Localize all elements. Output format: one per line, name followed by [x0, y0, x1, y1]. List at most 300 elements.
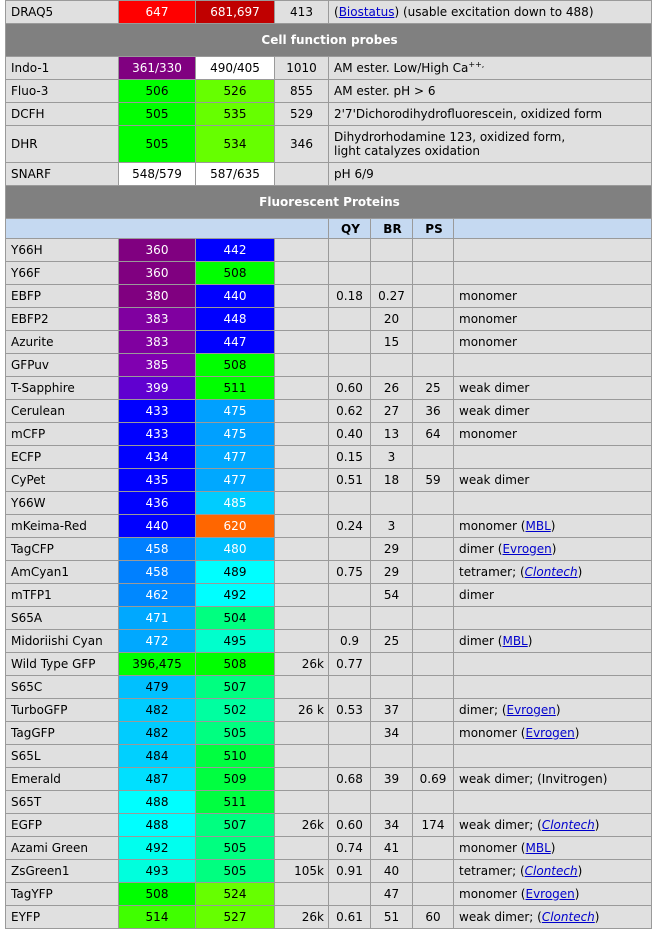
table-row	[6, 262, 652, 285]
mw-cell: 346	[275, 126, 329, 163]
br-cell	[371, 745, 413, 768]
qy-cell	[329, 308, 371, 331]
mw-cell	[275, 722, 329, 745]
mw-cell	[275, 883, 329, 906]
table-row	[6, 584, 652, 607]
excitation-cell: 479	[119, 676, 196, 699]
emission-cell: 509	[196, 768, 275, 791]
protein-name: EBFP2	[6, 308, 119, 331]
emission-cell: 507	[196, 814, 275, 837]
protein-name: TagCFP	[6, 538, 119, 561]
emission-cell: 681,697	[196, 1, 275, 24]
emission-cell: 490/405	[196, 57, 275, 80]
excitation-cell: 380	[119, 285, 196, 308]
note-text: monomer	[459, 726, 517, 740]
protein-name: Y66W	[6, 492, 119, 515]
supplier-link[interactable]: Clontech	[524, 864, 578, 878]
ps-cell	[413, 607, 454, 630]
qy-cell	[329, 607, 371, 630]
excitation-cell: 505	[119, 103, 196, 126]
note-cell	[454, 354, 652, 377]
note-text: dimer	[459, 588, 494, 602]
emission-cell: 508	[196, 653, 275, 676]
emission-cell: 448	[196, 308, 275, 331]
protein-name: Azami Green	[6, 837, 119, 860]
excitation-cell: 482	[119, 699, 196, 722]
ps-cell	[413, 584, 454, 607]
emission-cell: 504	[196, 607, 275, 630]
ps-cell: 0.69	[413, 768, 454, 791]
ps-cell	[413, 492, 454, 515]
br-cell: 54	[371, 584, 413, 607]
note-cell	[454, 423, 652, 446]
note-text: monomer	[459, 335, 517, 349]
qy-cell: 0.62	[329, 400, 371, 423]
note-text: tetramer;	[459, 864, 517, 878]
mw-cell	[275, 354, 329, 377]
ps-cell	[413, 331, 454, 354]
mw-cell	[275, 561, 329, 584]
note-cell	[329, 126, 652, 163]
br-cell	[371, 354, 413, 377]
emission-cell: 492	[196, 584, 275, 607]
section-header-fluorescent-proteins	[6, 186, 652, 219]
excitation-cell: 434	[119, 446, 196, 469]
excitation-cell: 471	[119, 607, 196, 630]
protein-name: Y66H	[6, 239, 119, 262]
probe-name: Indo-1	[6, 57, 119, 80]
protein-name: ZsGreen1	[6, 860, 119, 883]
table-row	[6, 722, 652, 745]
br-cell: 26	[371, 377, 413, 400]
column-header-row	[6, 219, 652, 239]
emission-cell: 508	[196, 354, 275, 377]
note-cell	[329, 103, 652, 126]
table-row	[6, 630, 652, 653]
emission-cell: 442	[196, 239, 275, 262]
qy-cell	[329, 883, 371, 906]
table-row	[6, 883, 652, 906]
ps-cell	[413, 791, 454, 814]
mw-cell: 26k	[275, 814, 329, 837]
excitation-cell: 484	[119, 745, 196, 768]
note-cell	[329, 80, 652, 103]
br-cell: 15	[371, 331, 413, 354]
supplier-link[interactable]: MBL	[502, 634, 528, 648]
ps-cell	[413, 239, 454, 262]
note-text: weak dimer; (Invitrogen)	[459, 772, 608, 786]
ps-cell	[413, 653, 454, 676]
qy-cell: 0.15	[329, 446, 371, 469]
note-cell: monomer (MBL)	[454, 837, 652, 860]
probe-name: DHR	[6, 126, 119, 163]
table-row-snarf	[6, 163, 652, 186]
mw-cell	[275, 791, 329, 814]
qy-cell: 0.91	[329, 860, 371, 883]
excitation-cell: 508	[119, 883, 196, 906]
table-row	[6, 860, 652, 883]
note-cell	[454, 308, 652, 331]
excitation-cell: 440	[119, 515, 196, 538]
section-header-cell-function	[6, 24, 652, 57]
note-cell: dimer (MBL)	[454, 630, 652, 653]
mw-cell: 413	[275, 1, 329, 24]
br-cell: 25	[371, 630, 413, 653]
protein-name: CyPet	[6, 469, 119, 492]
emission-cell: 502	[196, 699, 275, 722]
table-row	[6, 423, 652, 446]
protein-name: S65L	[6, 745, 119, 768]
emission-cell: 480	[196, 538, 275, 561]
emission-cell: 620	[196, 515, 275, 538]
ps-cell	[413, 883, 454, 906]
table-row	[6, 469, 652, 492]
br-cell: 47	[371, 883, 413, 906]
table-row	[6, 515, 652, 538]
header-br: BR	[371, 219, 413, 239]
table-row	[6, 607, 652, 630]
excitation-cell: 360	[119, 262, 196, 285]
ps-cell	[413, 515, 454, 538]
qy-cell: 0.40	[329, 423, 371, 446]
biostatus-link[interactable]: Biostatus	[338, 5, 395, 19]
note-text: AM ester. Low/High Ca	[334, 61, 469, 75]
protein-name: Y66F	[6, 262, 119, 285]
qy-cell: 0.51	[329, 469, 371, 492]
table-row	[6, 103, 652, 126]
qy-cell	[329, 239, 371, 262]
note-cell	[454, 791, 652, 814]
mw-cell: 1010	[275, 57, 329, 80]
note-text: 2'7'Dichorodihydrofluorescein, oxidized form	[334, 107, 603, 121]
mw-cell	[275, 400, 329, 423]
br-cell: 34	[371, 814, 413, 837]
note-text: monomer	[459, 887, 517, 901]
note-text: monomer	[459, 519, 517, 533]
table-row	[6, 814, 652, 837]
mw-cell	[275, 837, 329, 860]
probe-name: SNARF	[6, 163, 119, 186]
br-cell: 0.27	[371, 285, 413, 308]
note-cell	[454, 492, 652, 515]
supplier-link[interactable]: Clontech	[541, 818, 595, 832]
emission-cell: 534	[196, 126, 275, 163]
mw-cell	[275, 584, 329, 607]
note-text: weak dimer;	[459, 818, 534, 832]
emission-cell: 524	[196, 883, 275, 906]
mw-cell	[275, 377, 329, 400]
qy-cell: 0.24	[329, 515, 371, 538]
mw-cell	[275, 538, 329, 561]
probe-name: DCFH	[6, 103, 119, 126]
probe-name: Fluo-3	[6, 80, 119, 103]
protein-name: TagYFP	[6, 883, 119, 906]
excitation-cell: 488	[119, 814, 196, 837]
supplier-link[interactable]: MBL	[525, 519, 551, 533]
excitation-cell: 458	[119, 561, 196, 584]
protein-name: ECFP	[6, 446, 119, 469]
header-ps: PS	[413, 219, 454, 239]
ps-cell	[413, 354, 454, 377]
qy-cell	[329, 331, 371, 354]
note-text: monomer	[459, 841, 517, 855]
emission-cell: 475	[196, 423, 275, 446]
emission-cell: 475	[196, 400, 275, 423]
qy-cell	[329, 262, 371, 285]
excitation-cell: 385	[119, 354, 196, 377]
protein-name: TurboGFP	[6, 699, 119, 722]
note-cell: monomer (MBL)	[454, 515, 652, 538]
mw-cell	[275, 262, 329, 285]
emission-cell: 485	[196, 492, 275, 515]
br-cell: 41	[371, 837, 413, 860]
qy-cell: 0.77	[329, 653, 371, 676]
supplier-link[interactable]: Evrogen	[502, 542, 552, 556]
note-cell: dimer; (Evrogen)	[454, 699, 652, 722]
probe-name: DRAQ5	[6, 1, 119, 24]
table-row	[6, 446, 652, 469]
ps-cell	[413, 722, 454, 745]
supplier-link[interactable]: Evrogen	[506, 703, 556, 717]
qy-cell: 0.18	[329, 285, 371, 308]
qy-cell: 0.60	[329, 377, 371, 400]
protein-name: EGFP	[6, 814, 119, 837]
qy-cell	[329, 584, 371, 607]
ps-cell	[413, 308, 454, 331]
supplier-link[interactable]: Clontech	[541, 910, 595, 924]
table-row	[6, 80, 652, 103]
note-text: dimer;	[459, 703, 498, 717]
mw-cell	[275, 308, 329, 331]
note-cell	[454, 400, 652, 423]
emission-cell: 510	[196, 745, 275, 768]
protein-name: Emerald	[6, 768, 119, 791]
emission-cell: 527	[196, 906, 275, 929]
emission-cell: 587/635	[196, 163, 275, 186]
br-cell	[371, 653, 413, 676]
mw-cell: 855	[275, 80, 329, 103]
br-cell: 34	[371, 722, 413, 745]
mw-cell: 26k	[275, 653, 329, 676]
br-cell: 27	[371, 400, 413, 423]
ps-cell: 60	[413, 906, 454, 929]
table-row	[6, 837, 652, 860]
note-cell	[454, 262, 652, 285]
mw-cell	[275, 331, 329, 354]
qy-cell: 0.68	[329, 768, 371, 791]
supplier-link[interactable]: MBL	[525, 841, 551, 855]
excitation-cell: 383	[119, 331, 196, 354]
note-cell	[454, 469, 652, 492]
protein-name: AmCyan1	[6, 561, 119, 584]
note-text: weak dimer	[459, 381, 530, 395]
ps-cell	[413, 446, 454, 469]
mw-cell	[275, 630, 329, 653]
ps-cell	[413, 699, 454, 722]
note-text: dimer	[459, 542, 494, 556]
emission-cell: 507	[196, 676, 275, 699]
note-cell	[454, 768, 652, 791]
br-cell	[371, 492, 413, 515]
ps-cell	[413, 860, 454, 883]
excitation-cell: 396,475	[119, 653, 196, 676]
excitation-cell: 472	[119, 630, 196, 653]
qy-cell	[329, 722, 371, 745]
mw-cell	[275, 469, 329, 492]
br-cell	[371, 676, 413, 699]
note-cell	[454, 745, 652, 768]
br-cell: 3	[371, 446, 413, 469]
qy-cell	[329, 492, 371, 515]
qy-cell: 0.61	[329, 906, 371, 929]
note-cell: pH 6/9	[329, 163, 652, 186]
excitation-cell: 399	[119, 377, 196, 400]
table-row	[6, 653, 652, 676]
note-cell	[329, 57, 652, 80]
mw-cell	[275, 285, 329, 308]
table-row	[6, 561, 652, 584]
note-text: monomer	[459, 289, 517, 303]
section-title: Cell function probes	[6, 24, 652, 57]
excitation-cell: 433	[119, 400, 196, 423]
table-row-draq5	[6, 1, 652, 24]
protein-name: S65A	[6, 607, 119, 630]
table-row	[6, 285, 652, 308]
mw-cell	[275, 676, 329, 699]
table-row	[6, 377, 652, 400]
br-cell	[371, 791, 413, 814]
protein-name: TagGFP	[6, 722, 119, 745]
br-cell: 40	[371, 860, 413, 883]
note-cell	[454, 584, 652, 607]
mw-cell: 26k	[275, 906, 329, 929]
qy-cell	[329, 354, 371, 377]
table-row-dhr	[6, 126, 652, 163]
mw-cell: 105k	[275, 860, 329, 883]
br-cell	[371, 262, 413, 285]
br-cell: 20	[371, 308, 413, 331]
header-blank	[6, 219, 329, 239]
excitation-cell: 488	[119, 791, 196, 814]
qy-cell: 0.60	[329, 814, 371, 837]
table-row	[6, 492, 652, 515]
emission-cell: 447	[196, 331, 275, 354]
br-cell	[371, 239, 413, 262]
note-cell: (Biostatus) (usable excitation down to 488)	[329, 1, 652, 24]
emission-cell: 505	[196, 722, 275, 745]
ps-cell	[413, 285, 454, 308]
br-cell: 13	[371, 423, 413, 446]
protein-name: mCFP	[6, 423, 119, 446]
protein-name: Cerulean	[6, 400, 119, 423]
protein-name: mTFP1	[6, 584, 119, 607]
emission-cell: 511	[196, 791, 275, 814]
header-blank-note	[454, 219, 652, 239]
note-text: AM ester. pH > 6	[334, 84, 436, 98]
br-cell: 3	[371, 515, 413, 538]
supplier-link[interactable]: Evrogen	[525, 726, 575, 740]
supplier-link[interactable]: Evrogen	[525, 887, 575, 901]
qy-cell	[329, 676, 371, 699]
supplier-link[interactable]: Clontech	[524, 565, 578, 579]
ps-cell	[413, 561, 454, 584]
br-cell: 39	[371, 768, 413, 791]
note-cell	[454, 607, 652, 630]
br-cell: 37	[371, 699, 413, 722]
qy-cell: 0.53	[329, 699, 371, 722]
excitation-cell: 493	[119, 860, 196, 883]
note-text: monomer	[459, 427, 517, 441]
ps-cell: 174	[413, 814, 454, 837]
protein-name: EBFP	[6, 285, 119, 308]
emission-cell: 495	[196, 630, 275, 653]
table-row	[6, 239, 652, 262]
excitation-cell: 548/579	[119, 163, 196, 186]
mw-cell	[275, 492, 329, 515]
mw-cell: 26 k	[275, 699, 329, 722]
note-cell	[454, 331, 652, 354]
qy-cell: 0.75	[329, 561, 371, 584]
excitation-cell: 360	[119, 239, 196, 262]
br-cell	[371, 607, 413, 630]
note-text: weak dimer	[459, 404, 530, 418]
section-title: Fluorescent Proteins	[6, 186, 652, 219]
excitation-cell: 433	[119, 423, 196, 446]
note-text: monomer	[459, 312, 517, 326]
ps-cell	[413, 745, 454, 768]
mw-cell	[275, 607, 329, 630]
note-cell: tetramer; (Clontech)	[454, 561, 652, 584]
qy-cell: 0.9	[329, 630, 371, 653]
br-cell: 29	[371, 538, 413, 561]
protein-name: mKeima-Red	[6, 515, 119, 538]
mw-cell: 529	[275, 103, 329, 126]
note-cell	[454, 239, 652, 262]
table-row	[6, 538, 652, 561]
note-line-1: Dihydrorhodamine 123, oxidized form,	[334, 130, 566, 144]
excitation-cell: 506	[119, 80, 196, 103]
emission-cell: 440	[196, 285, 275, 308]
table-row	[6, 791, 652, 814]
ps-cell: 36	[413, 400, 454, 423]
excitation-cell: 647	[119, 1, 196, 24]
ps-cell	[413, 630, 454, 653]
note-cell: tetramer; (Clontech)	[454, 860, 652, 883]
emission-cell: 489	[196, 561, 275, 584]
ps-cell	[413, 676, 454, 699]
br-cell: 51	[371, 906, 413, 929]
protein-name: S65C	[6, 676, 119, 699]
qy-cell	[329, 538, 371, 561]
ps-cell: 25	[413, 377, 454, 400]
excitation-cell: 458	[119, 538, 196, 561]
mw-cell	[275, 768, 329, 791]
emission-cell: 535	[196, 103, 275, 126]
qy-cell: 0.74	[329, 837, 371, 860]
excitation-cell: 383	[119, 308, 196, 331]
emission-cell: 526	[196, 80, 275, 103]
note-cell: dimer (Evrogen)	[454, 538, 652, 561]
protein-name: T-Sapphire	[6, 377, 119, 400]
note-cell: weak dimer; (Clontech)	[454, 814, 652, 837]
note-cell	[454, 285, 652, 308]
table-row	[6, 57, 652, 80]
excitation-cell: 514	[119, 906, 196, 929]
protein-name: Wild Type GFP	[6, 653, 119, 676]
note-cell	[454, 377, 652, 400]
note-line-2: light catalyzes oxidation	[334, 144, 480, 158]
note-cell: weak dimer; (Clontech)	[454, 906, 652, 929]
